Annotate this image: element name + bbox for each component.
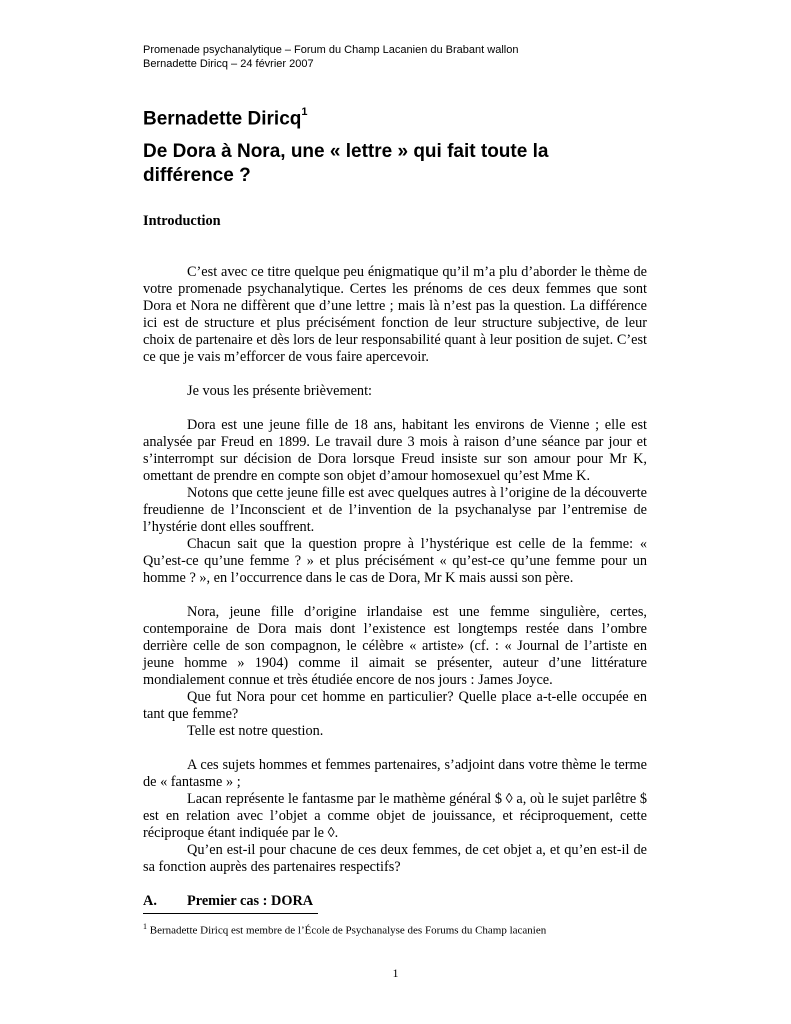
paragraph: A ces sujets hommes et femmes partenaires, s’adjoint dans votre thème le terme de « fantasme » ; bbox=[143, 757, 647, 790]
paragraph: Telle est notre question. bbox=[187, 723, 324, 739]
footnote-separator bbox=[143, 913, 318, 914]
running-header bbox=[143, 43, 518, 71]
section-heading-introduction: Introduction bbox=[143, 213, 221, 229]
document-title: De Dora à Nora, une « lettre » qui fait toute la différence ? bbox=[143, 141, 549, 186]
paragraph: Que fut Nora pour cet homme en particulier? Quelle place a-t-elle occupée en tant que femme? bbox=[143, 689, 647, 722]
header-line-author-date: Bernadette Diricq – 24 février 2007 bbox=[143, 58, 314, 70]
section-number: A. bbox=[143, 893, 157, 909]
author-name: Bernadette Diricq$^1$ bbox=[143, 106, 308, 130]
footnote-reference: 1 bbox=[301, 106, 308, 118]
paragraph: Nora, jeune fille d’origine irlandaise est une femme singulière, certes, contemporaine de Dora mais dont l’existence est longtemps restée dans l’ombre derrière celle de son compagnon, le célèbre « artiste» (cf. : « Journal de l’artiste en jeune homme » 1904) comme il aimait se présenter, auteur d’une littérature mondialement connue et très étudiée encore de nos jours : James Joyce. bbox=[143, 604, 647, 688]
paragraph: Notons que cette jeune fille est avec quelques autres à l’origine de la découverte freudienne de l’Inconscient et de l’invention de la psychanalyse par l’entremise de l’hystérie dont elles souffrent. bbox=[143, 485, 647, 535]
section-label: Premier cas : DORA bbox=[187, 893, 314, 909]
section-heading-dora bbox=[143, 893, 647, 910]
paragraph: Dora est une jeune fille de 18 ans, habitant les environs de Vienne ; elle est analysée par Freud en 1899. Le travail dure 3 mois à raison d’une séance par jour et s’interrompt sur décision de Dora lorsque Freud insiste sur son amour pour Mr K, omettant de prendre en compte son objet d’amour homosexuel qu’est Mme K. bbox=[143, 417, 647, 484]
paragraph: Je vous les présente brièvement: bbox=[187, 383, 373, 399]
footnote bbox=[143, 920, 546, 938]
paragraph: C’est avec ce titre quelque peu énigmatique qu’il m’a plu d’aborder le thème de votre promenade psychanalytique. Certes les prénoms de ces deux femmes que sont Dora et Nora ne diffèrent que d’une lettre ; mais là n’est pas la question. La différence ici est de structure et plus précisément fonction de leur structure subjective, de leur choix de partenaire et dès lors de leur responsabilité quant à leur position de sujet. C’est ce que je vais m’efforcer de vous faire apercevoir. bbox=[143, 264, 647, 365]
paragraph: Qu’en est-il pour chacune de ces deux femmes, de cet objet a, et qu’en est-il de sa fonction auprès des partenaires respectifs? bbox=[143, 842, 647, 875]
page-number: 1 bbox=[392, 966, 399, 980]
document-body bbox=[143, 213, 647, 910]
paragraph: Chacun sait que la question propre à l’hystérique est celle de la femme: « Qu’est-ce qu’une femme ? » et plus précisément « qu’est-ce qu’une femme pour un homme ? », en l’occurrence dans le cas de Dora, Mr K mais aussi son père. bbox=[143, 536, 647, 586]
footnote-mark: 1 bbox=[143, 922, 147, 931]
paragraph: Lacan représente le fantasme par le mathème général $ ◊ a, où le sujet parlêtre $ est en relation avec l’objet a comme objet de jouissance, et réciproquement, cette réciproque étant indiquée par le ◊. bbox=[143, 791, 647, 841]
header-line-event: Promenade psychanalytique – Forum du Champ Lacanien du Brabant wallon bbox=[143, 44, 519, 56]
footnote-text: Bernadette Diricq est membre de l’École de Psychanalyse des Forums du Champ lacanien bbox=[149, 924, 547, 937]
